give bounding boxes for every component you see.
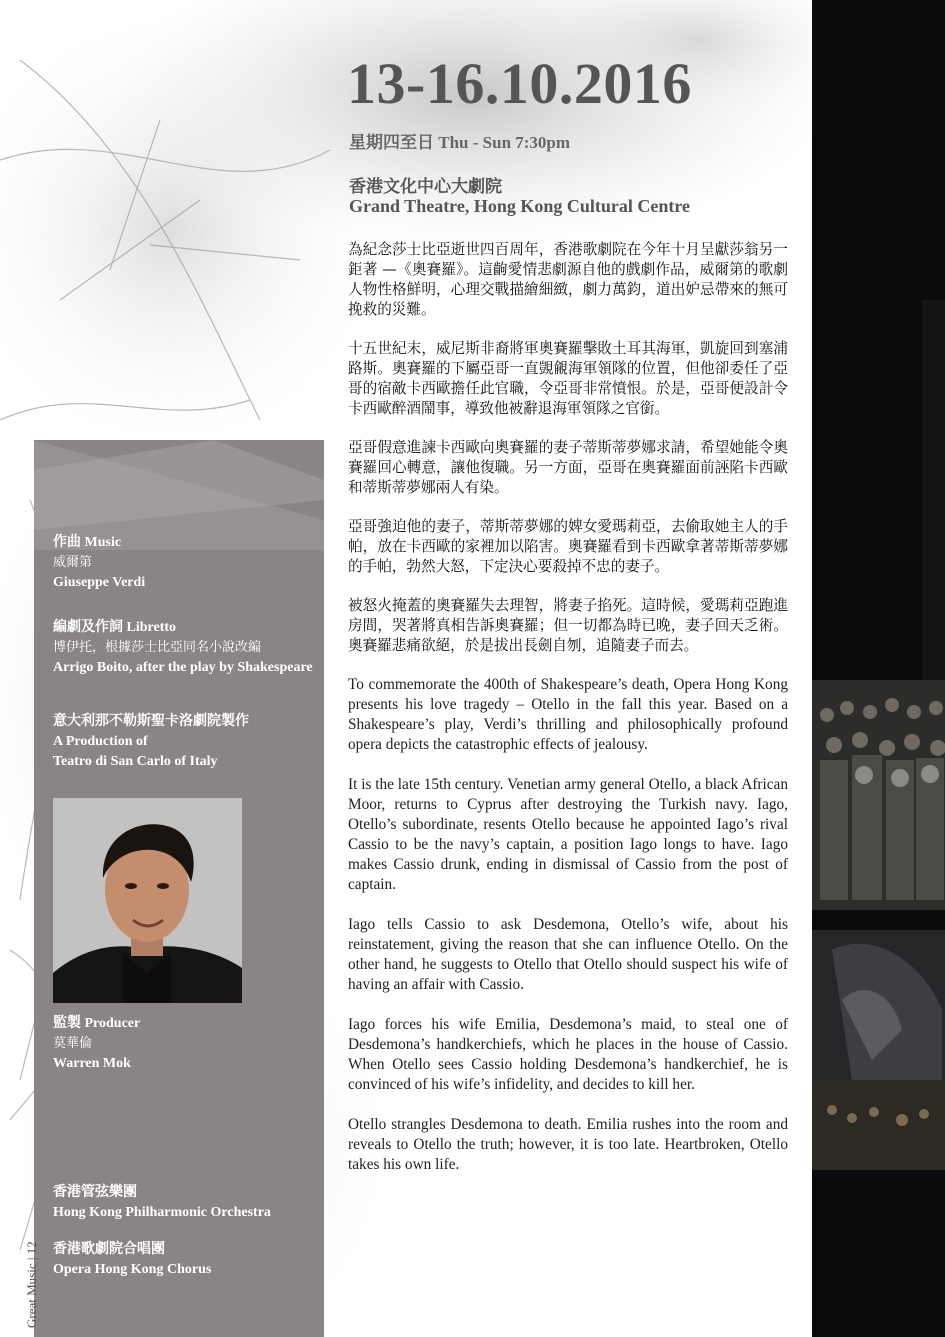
synopsis-paragraph-en: It is the late 15th century. Venetian army general Otello, a black African Moor, returns to Cyprus after destroying the Turkish navy. Iago, Otello’s subordinate, resents Otello because he appointed Iago’s rival Cassio to be the navy’s captain, a position Iago longs to have. Iago makes Cassio drunk, ending in dismissal of Cassio from the post of captain. [348,776,788,893]
credit-producer-zh: 莫華倫 [53,1036,93,1051]
credit-producer [53,1014,140,1074]
synopsis-paragraph-zh: 亞哥強迫他的妻子，蒂斯蒂夢娜的婢女愛瑪莉亞，去偷取她主人的手帕，放在卡西歐的家裡加以陷害。奧賽羅看到卡西歐拿著蒂斯蒂夢娜的手帕，勃然大怒，下定決心要殺掉不忠的妻子。 [348,518,788,575]
venue-english: Grand Theatre, Hong Kong Cultural Centre [349,196,691,216]
event-date: 13-16.10.2016 [347,51,692,116]
credit-music-zh: 威爾第 [53,555,93,570]
credit-music-heading: 作曲 Music [53,535,122,550]
synopsis-paragraph-zh: 為紀念莎士比亞逝世四百周年，香港歌劇院在今年十月呈獻莎翁另一鉅著 —《奧賽羅》。這齣愛情悲劇源自他的戲劇作品，威爾第的歌劇人物性格鮮明，心理交戰描繪細緻，劇力萬鈞，道出妒忌帶來的無可挽救的災難。 [348,241,788,318]
event-time: 星期四至日 Thu - Sun 7:30pm [349,133,571,152]
synopsis-paragraph-zh: 被怒火掩蓋的奧賽羅失去理智，將妻子掐死。這時候，愛瑪莉亞跑進房間，哭著將真相告訴奧賽羅；但一切都為時已晚，妻子回天乏術。奧賽羅悲痛欲絕，於是拔出長劍自刎，追隨妻子而去。 [348,597,788,654]
credit-music [53,533,145,593]
credit-libretto-en: Arrigo Boito, after the play by Shakespeare [53,660,313,675]
page-footer: Great Music | 12 [24,1241,39,1328]
credit-production-en-line2: Teatro di San Carlo of Italy [53,754,218,769]
producer-portrait-photo [53,798,242,1003]
credit-music-en: Giuseppe Verdi [53,575,146,590]
credit-production-en-line1: A Production of [53,734,148,749]
credit-orchestra-en: Hong Kong Philharmonic Orchestra [53,1205,271,1220]
synopsis [348,240,788,1195]
synopsis-paragraph-zh: 十五世紀末，威尼斯非裔將軍奧賽羅擊敗土耳其海軍，凱旋回到塞浦路斯。奧賽羅的下屬亞哥一直覬覦海軍領隊的位置，但他卻委任了亞哥的宿敵卡西歐擔任此官職，令亞哥非常憤恨。於是，亞哥便設計令卡西歐醉酒鬧事，導致他被辭退海軍領隊之官銜。 [348,340,788,417]
credit-orchestra [53,1183,271,1223]
credit-chorus [53,1240,211,1280]
credit-producer-heading: 監製 Producer [53,1016,141,1031]
credit-libretto-heading: 編劇及作詞 Libretto [53,620,177,635]
credit-orchestra-zh: 香港管弦樂團 [53,1185,137,1200]
synopsis-paragraph-zh: 亞哥假意進諫卡西歐向奧賽羅的妻子蒂斯蒂夢娜求請，希望她能令奧賽羅回心轉意，讓他復職。另一方面，亞哥在奧賽羅面前誣陷卡西歐和蒂斯蒂夢娜兩人有染。 [348,439,788,496]
credit-chorus-en: Opera Hong Kong Chorus [53,1262,212,1277]
venue-chinese: 香港文化中心大劇院 [349,177,502,197]
synopsis-paragraph-en: Iago forces his wife Emilia, Desdemona’s maid, to steal one of Desdemona’s handkerchiefs, which he places in the house of Cassio. When Otello sees Cassio holding Desdemona’s handkerchief, he is convinced of his wife’s infidelity, and decides to kill her. [348,1016,788,1093]
credit-production [53,712,249,772]
synopsis-paragraph-en: Otello strangles Desdemona to death. Emilia rushes into the room and reveals to Otello the truth; however, it is too late. Heartbroken, Otello takes his own life. [348,1116,788,1173]
credit-chorus-zh: 香港歌劇院合唱團 [53,1242,165,1257]
credit-libretto [53,618,313,678]
synopsis-paragraph-en: To commemorate the 400th of Shakespeare’s death, Opera Hong Kong presents his love tragedy – Otello in the fall this year. Based on a Shakespeare’s play, Verdi’s thrilling and philosophically profound opera depicts the catastrophic effects of jealousy. [348,676,788,753]
credit-production-zh: 意大利那不勒斯聖卡洛劇院製作 [53,714,249,729]
synopsis-paragraph-en: Iago tells Cassio to ask Desdemona, Otello’s wife, about his reinstatement, giving the reason that she can influence Otello. On the other hand, he suggests to Otello that Otello should suspect his wife of having an affair with Cassio. [348,916,788,993]
stage-photo-strip [812,0,945,1337]
credit-producer-en: Warren Mok [53,1056,131,1071]
credit-libretto-zh: 博伊托，根據莎士比亞同名小說改編 [53,640,262,655]
